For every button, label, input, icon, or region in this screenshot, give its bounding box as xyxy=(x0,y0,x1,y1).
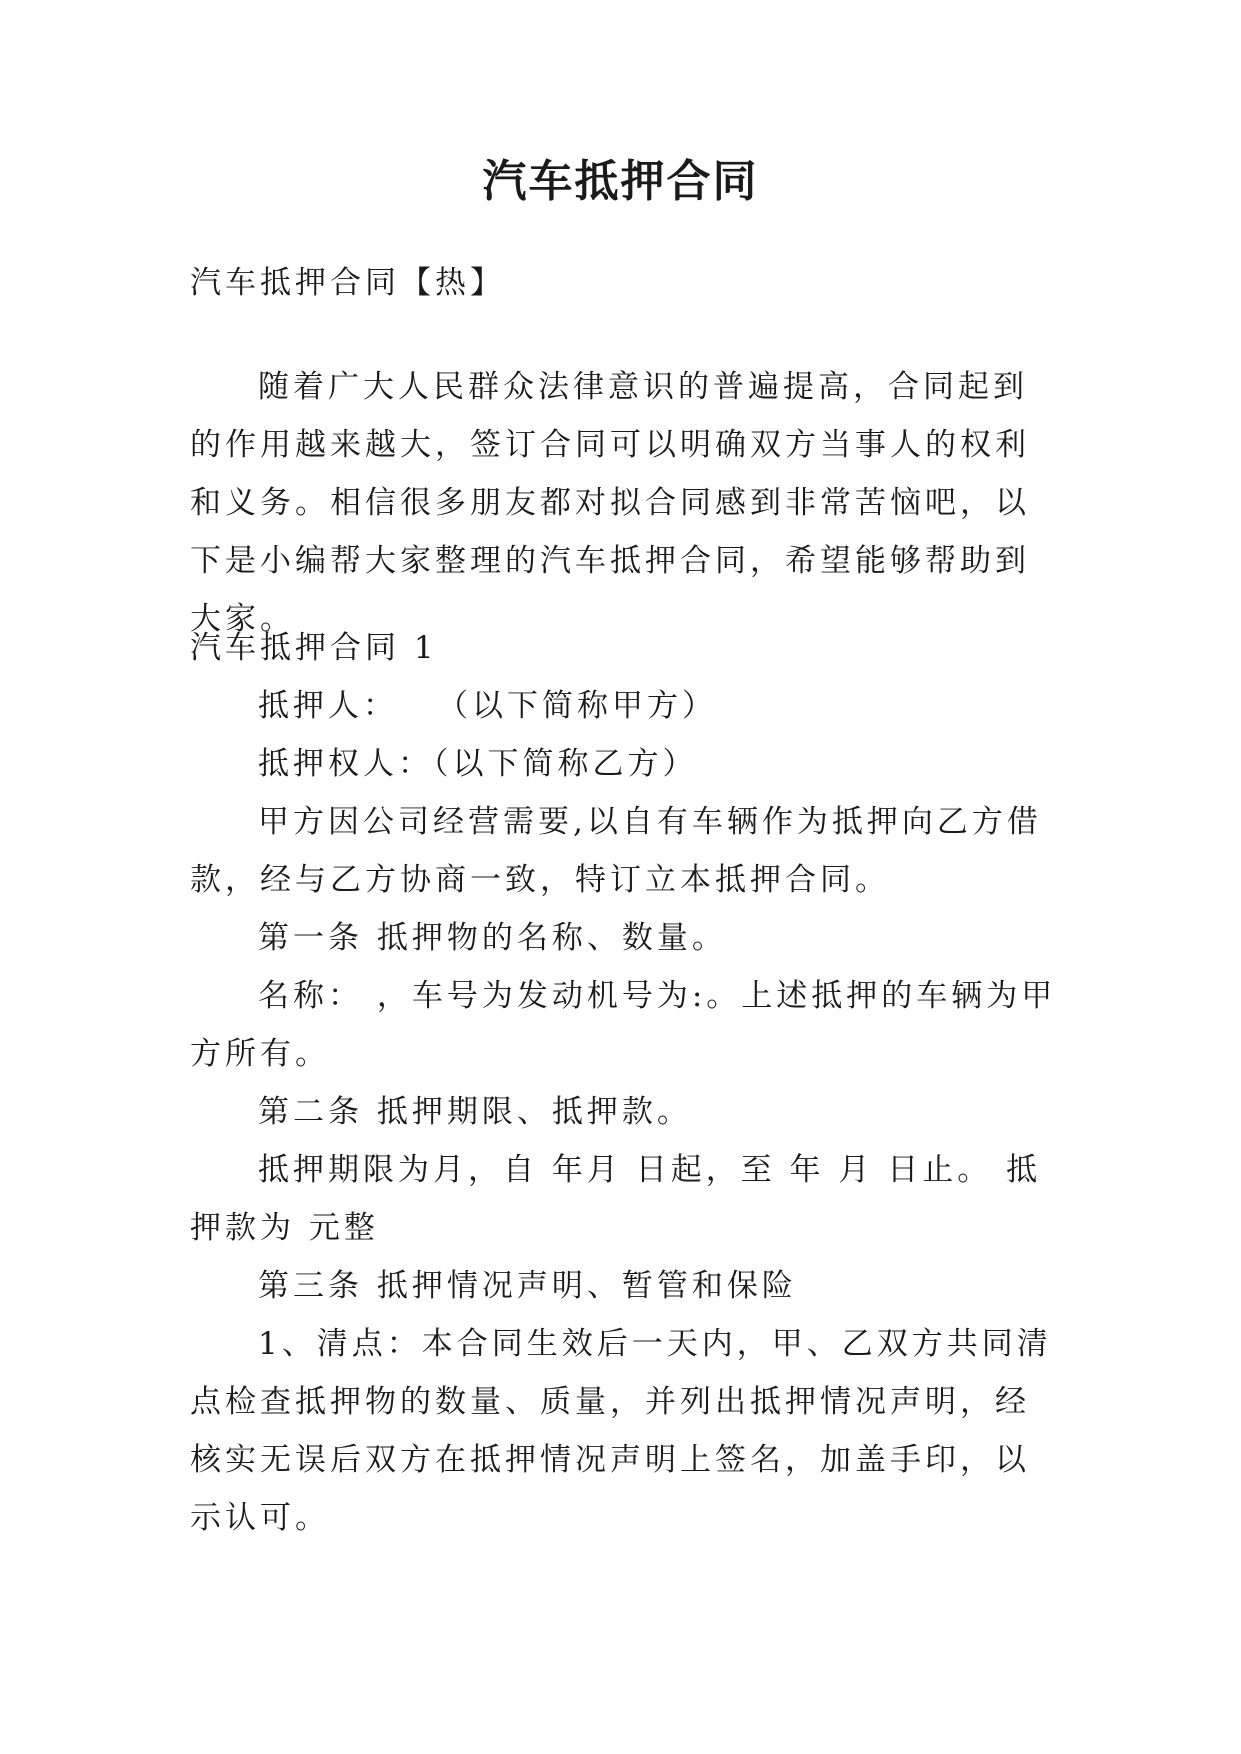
article-1-content: 名称： ，车号为发动机号为:。上述抵押的车辆为甲方所有。 xyxy=(190,978,1057,1072)
section-heading: 汽车抵押合同 1 xyxy=(190,630,438,666)
intro-paragraph: 随着广大人民群众法律意识的普遍提高，合同起到的作用越来越大，签订合同可以明确双方当事人的权利和义务。相信很多朋友都对拟合同感到非常苦恼吧，以下是小编帮大家整理的汽车抵押合同，希望能够帮助到大家。 xyxy=(190,369,1030,637)
article-1-heading: 第一条 抵押物的名称、数量。 xyxy=(258,920,727,956)
article-3-clause-1: 1、清点：本合同生效后一天内，甲、乙双方共同清点检查抵押物的数量、质量，并列出抵押情况声明，经核实无误后双方在抵押情况声明上签名，加盖手印，以示认可。 xyxy=(190,1326,1052,1536)
article-3-heading: 第三条 抵押情况声明、暂管和保险 xyxy=(258,1268,797,1304)
article-2-heading: 第二条 抵押期限、抵押款。 xyxy=(258,1094,692,1130)
document-title: 汽车抵押合同 xyxy=(482,156,759,207)
paragraph-purpose: 甲方因公司经营需要,以自有车辆作为抵押向乙方借款，经与乙方协商一致，特订立本抵押合同。 xyxy=(190,804,1042,898)
paragraph-mortgagee: 抵押权人：（以下简称乙方） xyxy=(258,746,698,782)
paragraph-mortgagor: 抵押人： （以下简称甲方） xyxy=(258,688,717,724)
document-subtitle: 汽车抵押合同【热】 xyxy=(190,265,505,301)
article-2-content: 抵押期限为月，自 年月 日起，至 年 月 日止。 抵押款为 元整 xyxy=(190,1152,1042,1246)
